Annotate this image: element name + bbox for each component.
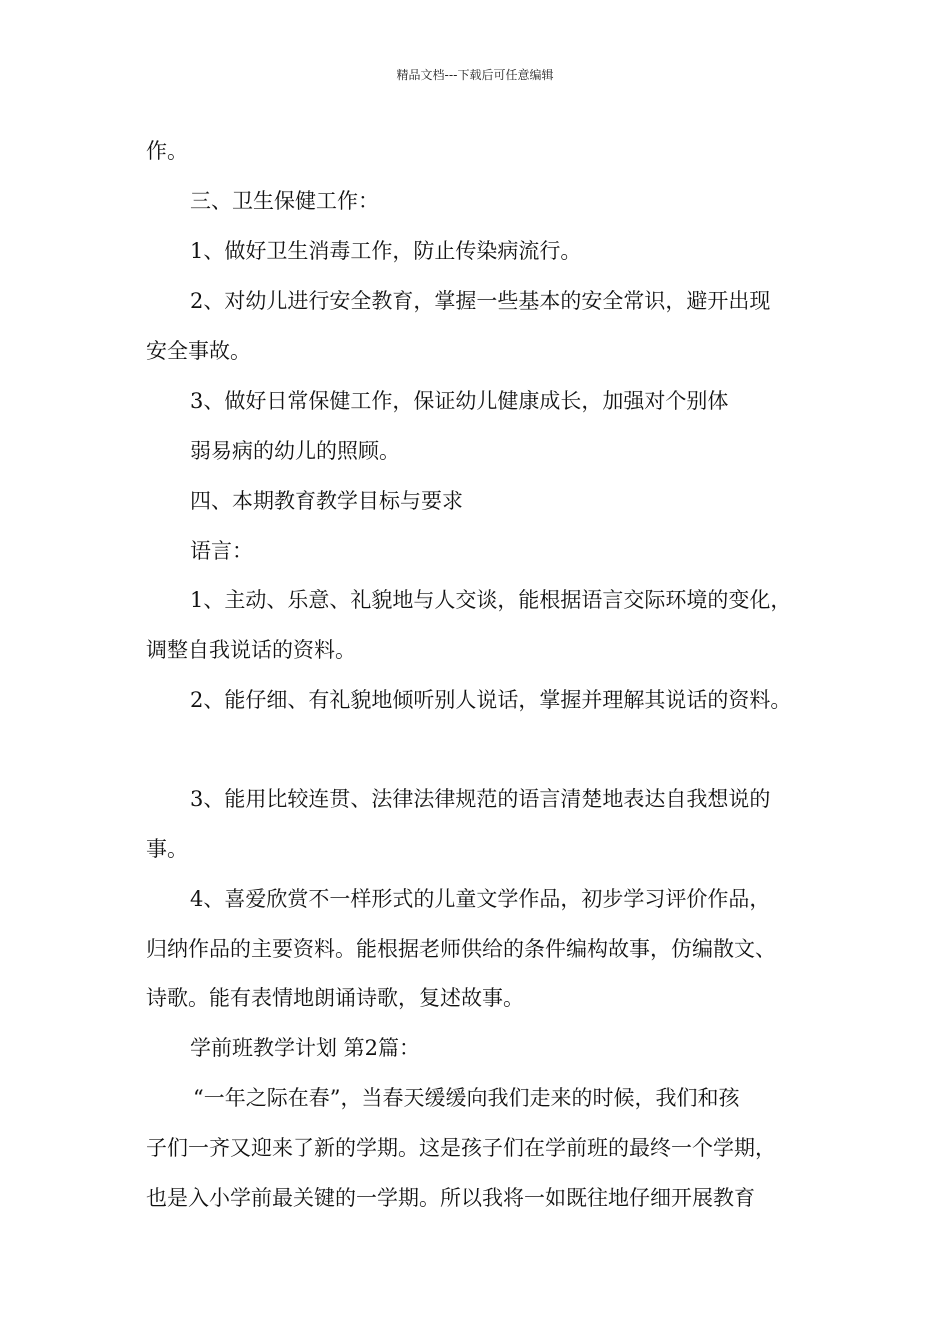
page-header: 精品文档---下载后可任意编辑 <box>396 68 554 82</box>
text-line: 作。 <box>146 139 188 163</box>
subsection-heading: 语言： <box>190 539 253 563</box>
text-line: 安全事故。 <box>146 339 251 363</box>
text-line: 2、对幼儿进行安全教育，掌握一些基本的安全常识，避开出现 <box>190 289 771 313</box>
text-line: 弱易病的幼儿的照顾。 <box>190 439 400 463</box>
text-line: 子们一齐又迎来了新的学期。这是孩子们在学前班的最终一个学期， <box>146 1136 776 1160</box>
text-line: 三、卫生保健工作： <box>190 189 379 213</box>
text-line: “一年之际在春”，当春天缓缓向我们走来的时候，我们和孩 <box>193 1086 740 1110</box>
text-line: 也是入小学前最关键的一学期。所以我将一如既往地仔细开展教育 <box>146 1186 755 1210</box>
text-line: 1、做好卫生消毒工作，防止传染病流行。 <box>190 239 582 263</box>
text-line: 调整自我说话的资料。 <box>146 638 356 662</box>
section-heading: 四、本期教育教学目标与要求 <box>190 489 463 513</box>
text-line: 3、能用比较连贯、法律法律规范的语言清楚地表达自我想说的 <box>190 787 771 811</box>
text-line: 2、能仔细、有礼貌地倾听别人说话，掌握并理解其说话的资料。 <box>190 688 792 712</box>
text-line: 归纳作品的主要资料。能根据老师供给的条件编构故事，仿编散文、 <box>146 937 776 961</box>
section-heading: 学前班教学计划 第2篇： <box>190 1036 421 1060</box>
text-line: 诗歌。能有表情地朗诵诗歌，复述故事。 <box>146 986 524 1010</box>
text-line: 1、主动、乐意、礼貌地与人交谈，能根据语言交际环境的变化， <box>190 588 792 612</box>
text-line: 事。 <box>146 837 188 861</box>
text-line: 4、喜爱欣赏不一样形式的儿童文学作品，初步学习评价作品， <box>190 887 771 911</box>
text-line: 3、做好日常保健工作，保证幼儿健康成长，加强对个别体 <box>190 389 729 413</box>
